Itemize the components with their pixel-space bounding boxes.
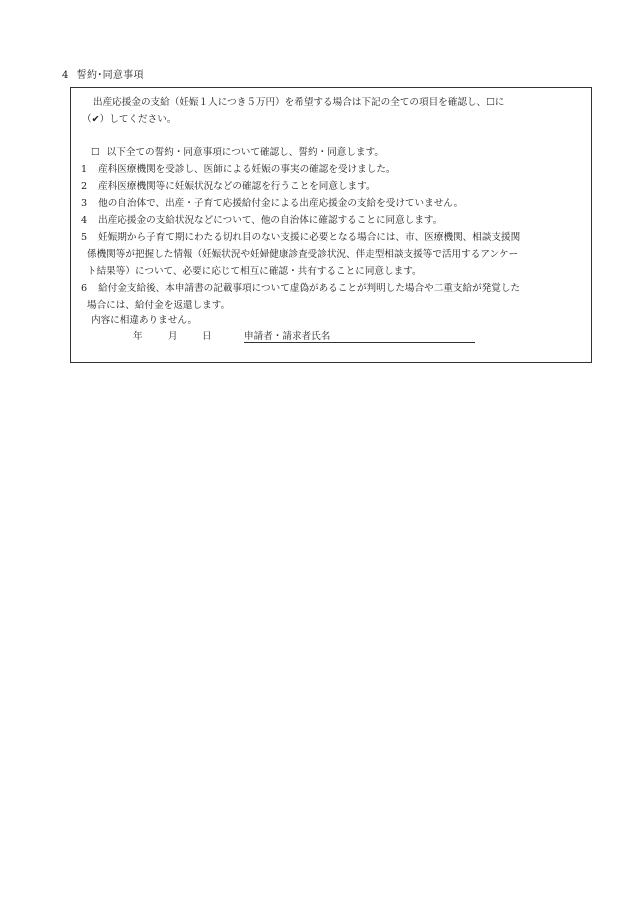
item-continuation: 場合には、給付金を返還します。 [87,300,231,311]
signature-label: 申請者・請求者氏名 [244,331,475,343]
intro-text-1: 出産応援金の支給（妊娠１人につき５万円）を希望する場合は下記の全ての項目を確認し、 [93,97,487,108]
section-heading [62,66,144,81]
consent-box [70,87,592,363]
section-title: 誓約･同意事項 [76,70,144,81]
section-number: 4 [62,70,69,81]
item-text: 産科医療機関等に妊娠状況などの確認を行うことを同意します。 [98,181,376,192]
list-item [81,214,442,227]
item-continuation: 係機関等が把握した情報（妊娠状況や妊婦健康診査受診状況、伴走型相談支援等で活用するアンケー [87,249,519,260]
item-text: 妊娠期から子育て期にわたる切れ目のない支援に必要となる場合には、市、医療機関、相談支援関 [98,232,521,243]
agree-text: 以下全ての誓約・同意事項について確認し、誓約・同意します。 [106,147,384,158]
checkmark-icon: ✔ [91,114,100,125]
intro-line-1 [93,96,504,109]
confirm-text: 内容に相違ありません。 [91,315,198,326]
item-number: 5 [81,232,88,243]
item-text: 産科医療機関を受診し、医師による妊娠の事実の確認を受けました。 [98,164,396,175]
list-item [81,163,396,176]
list-item [81,282,520,295]
date-day: 日 [202,331,212,342]
intro-text-1b: に [494,97,505,108]
agree-checkbox[interactable]: ☐ [91,147,100,158]
date-year: 年 [133,331,143,342]
item-number: 4 [81,215,88,226]
item-number: 2 [81,181,88,192]
intro-paren: （ [82,114,92,125]
item-continuation: ト結果等）について、必要に応じて相互に確認・共有することに同意します。 [87,266,422,277]
list-item [81,231,520,244]
checkbox-icon: ☐ [486,97,495,108]
item-text: 他の自治体で、出産・子育て応援給付金による出産応援金の支給を受けていません。 [98,198,464,209]
item-number: 1 [81,164,88,175]
intro-line-2 [82,113,176,126]
intro-text-2: ）してください。 [99,114,177,125]
list-item [81,197,463,210]
agree-row [91,146,384,159]
item-text: 給付金支給後、本申請書の記載事項について虚偽があることが判明した場合や二重支給が発覚した [98,283,521,294]
item-number: 3 [81,198,88,209]
signature-field[interactable] [244,328,475,342]
date-month: 月 [168,331,178,342]
list-item [81,180,376,193]
item-text: 出産応援金の支給状況などについて、他の自治体に確認することに同意します。 [98,215,443,226]
item-number: 6 [81,283,88,294]
